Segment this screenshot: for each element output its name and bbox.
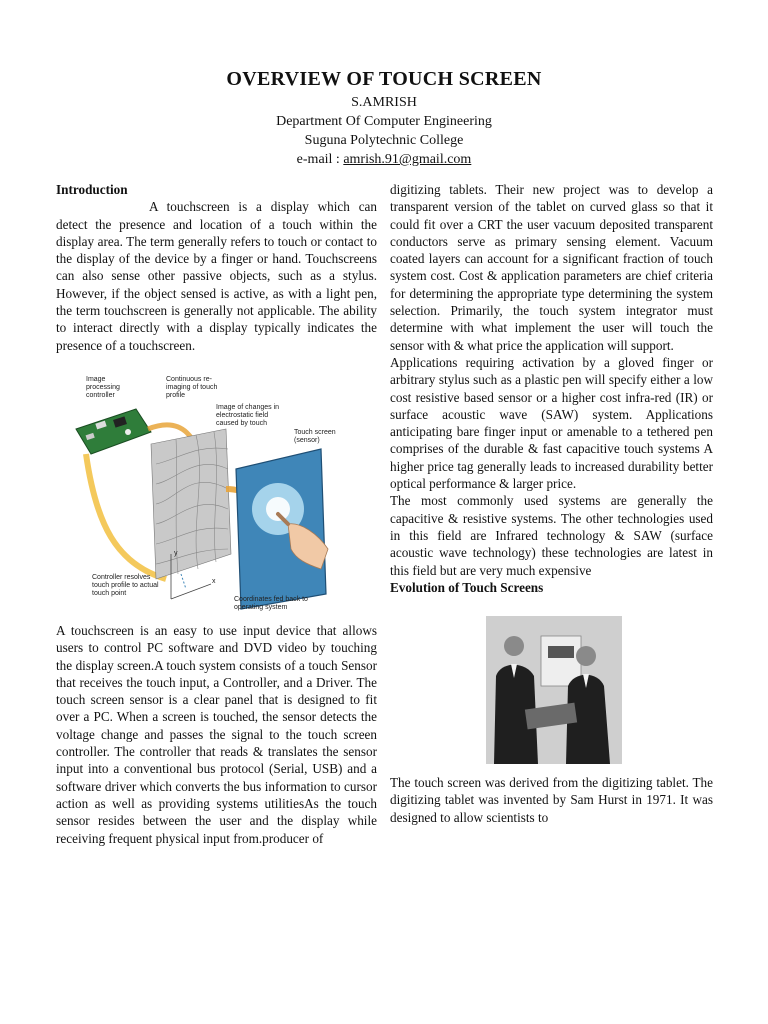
email-link[interactable]: amrish.91@gmail.com bbox=[343, 152, 472, 167]
author-name: S.AMRISH bbox=[351, 95, 417, 110]
right-paragraph-3: The most commonly used systems are generally the capacitive & resistive systems. The other technologies used in this field are Infrared technology & SAW (surface acoustic wave technology) these technologies are latest in this field but are very much expensive bbox=[390, 493, 713, 578]
paper-title: OVERVIEW OF TOUCH SCREEN bbox=[226, 68, 542, 90]
label-image-changes: Image of changes in electrostatic field caused by touch bbox=[216, 403, 280, 427]
label-axis-x: x bbox=[212, 577, 216, 585]
touch-profile-mesh bbox=[151, 429, 231, 579]
photo-illustration bbox=[486, 616, 622, 764]
author-block bbox=[0, 93, 768, 169]
historical-photo bbox=[486, 616, 622, 764]
touchscreen-diagram bbox=[56, 374, 356, 614]
college: Suguna Polytechnic College bbox=[304, 133, 464, 148]
label-image-processing: Image processing controller bbox=[86, 375, 120, 399]
left-paragraph-2: A touchscreen is an easy to use input device that allows users to control PC software and DVD video by touching the display screen.A touch system consists of a touch Sensor that receives the touch input, a Controller, and a Driver. The touch screen sensor is a clear panel that is designed to fit over a PC. When a screen is touched, the sensor detects the voltage change and passes the signal to the touch screen controller. The controller that reads & translates the sensor input into a conventional bus protocol (Serial, USB) and a software driver which converts the bus information to cursor action as well as providing systems utilitiesAs the touch sensor resides between the user and the display while receiving frequent physical input from.producer of bbox=[56, 622, 377, 846]
label-continuous: Continuous re-imaging of touch profile bbox=[166, 375, 218, 399]
right-paragraph-1: digitizing tablets. Their new project was to develop a transparent version of the tablet on curved glass so that it could fit over a CRT the user vacuum deposited transparent conductors serve as primary sensing element. Vacuum coated layers can account for a significant fraction of touch system cost. Cost & application parameters are chief criteria for determining the appropriate type determining the system selection. Primarily, the touch system integrator must determine with what implement the user will touch the sensor with & what price the application will support. bbox=[390, 182, 713, 353]
label-touch-screen: Touch screen (sensor) bbox=[294, 428, 336, 444]
label-controller-resolves: Controller resolves touch profile to actual touch point bbox=[92, 573, 159, 597]
department: Department Of Computer Engineering bbox=[276, 114, 492, 129]
left-column bbox=[56, 181, 377, 847]
email-line bbox=[0, 150, 768, 169]
evolution-heading: Evolution of Touch Screens bbox=[390, 579, 544, 595]
circuit-board-icon bbox=[76, 409, 151, 454]
label-coordinates: Coordinates fed back to operating system bbox=[234, 595, 308, 611]
email-label: e-mail : bbox=[296, 152, 344, 167]
right-paragraph-2: Applications requiring activation by a gloved finger or arbitrary stylus such as a plastic pen will specify either a low cost resistive based sensor or a higher cost infra-red (IR) or surface acoustic wave (SAW) system. Applications anticipating bare finger input or amenable to a tethered pen comprises of the durable & fast capacitive touch systems A higher price tag generally leads to increased durability better optical performance & larger price. bbox=[390, 354, 713, 492]
intro-paragraph: A touchscreen is a display which can detect the presence and location of a touch within the display area. The term generally refers to touch or contact to the display of the device by a finger or hand. Touchscreens can also sense other passive objects, such as a stylus. However, if the object sensed is active, as with a light pen, the term touchscreen is generally not applicable. The ability to interact directly with a display typically indicates the presence of a touchscreen. bbox=[56, 199, 377, 353]
right-paragraph-4: The touch screen was derived from the digitizing tablet. The digitizing tablet was invented by Sam Hurst in 1971. It was designed to allow scientists to bbox=[390, 775, 713, 825]
touch-screen-panel bbox=[236, 449, 326, 609]
intro-heading: Introduction bbox=[56, 182, 128, 197]
label-axis-y: y bbox=[174, 549, 178, 557]
right-column bbox=[390, 181, 713, 826]
